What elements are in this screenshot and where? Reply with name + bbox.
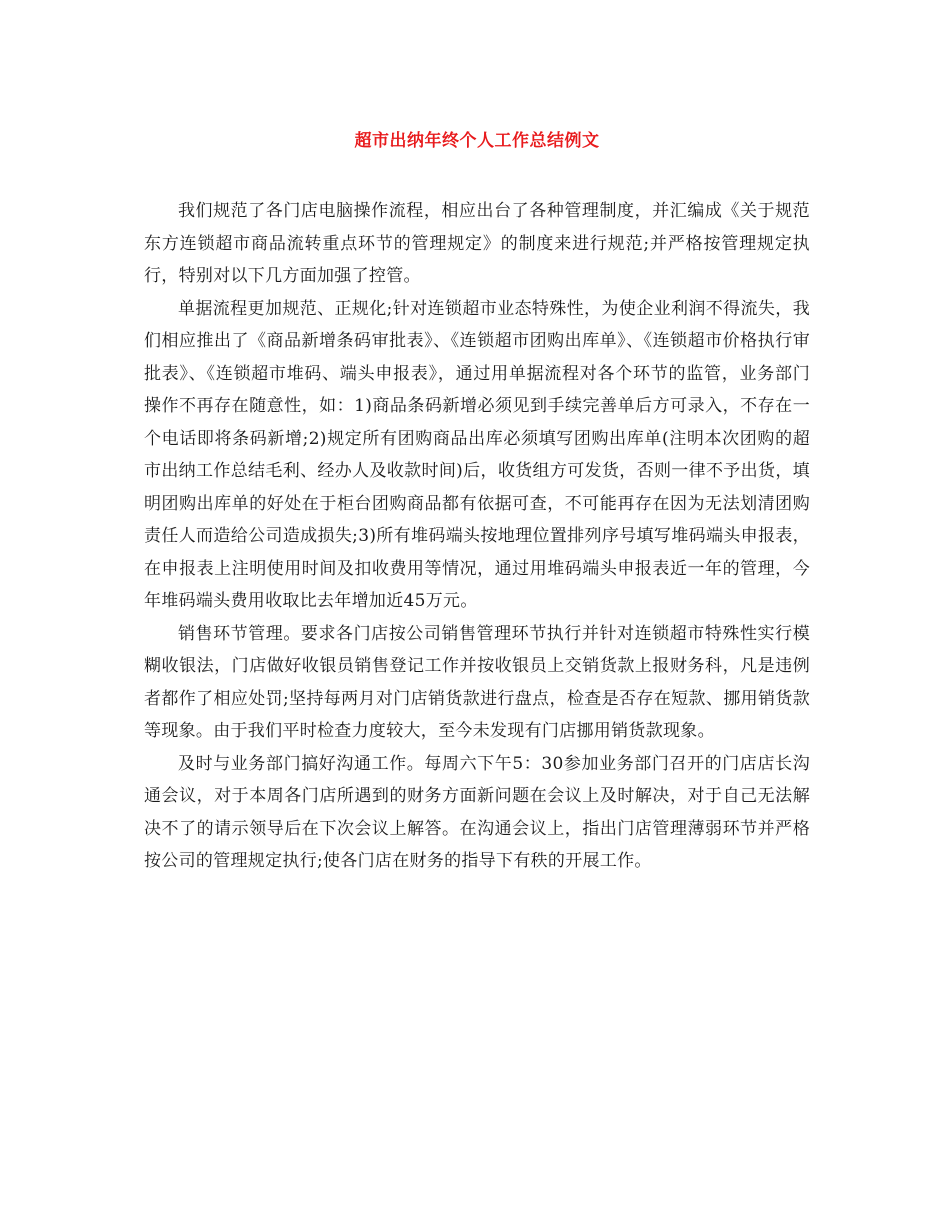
document-title: 超市出纳年终个人工作总结例文 (354, 131, 600, 151)
paragraph-1: 我们规范了各门店电脑操作流程，相应出台了各种管理制度，并汇编成《关于规范东方连锁超市商品流转重点环节的管理规定》的制度来进行规范;并严格按管理规定执行，特别对以下几方面加强了控管。 (144, 201, 810, 286)
paragraph-3: 销售环节管理。要求各门店按公司销售管理环节执行并针对连锁超市特殊性实行模糊收银法，门店做好收银员销售登记工作并按收银员上交销货款上报财务科，凡是违例者都作了相应处罚;坚持每两月对门店销货款进行盘点，检查是否存在短款、挪用销货款等现象。由于我们平时检查力度较大，至今未发现有门店挪用销货款现象。 (144, 623, 810, 741)
paragraph-4: 及时与业务部门搞好沟通工作。每周六下午5：30参加业务部门召开的门店店长沟通会议，对于本周各门店所遇到的财务方面新问题在会议上及时解决，对于自己无法解决不了的请示领导后在下次会议上解答。在沟通会议上，指出门店管理薄弱环节并严格按公司的管理规定执行;使各门店在财务的指导下有秩的开展工作。 (144, 753, 810, 871)
document-body (144, 195, 810, 878)
paragraph-2: 单据流程更加规范、正规化;针对连锁超市业态特殊性，为使企业利润不得流失，我们相应推出了《商品新增条码审批表》、《连锁超市团购出库单》、《连锁超市价格执行审批表》、《连锁超市堆码、端头申报表》，通过用单据流程对各个环节的监管，业务部门操作不再存在随意性，如：1)商品条码新增必须见到手续完善单后方可录入，不存在一个电话即将条码新增;2)规定所有团购商品出库必须填写团购出库单(注明本次团购的超市出纳工作总结毛利、经办人及收款时间)后，收货组方可发货，否则一律不予出货，填明团购出库单的好处在于柜台团购商品都有依据可查，不可能再存在因为无法划清团购责任人而造给公司造成损失;3)所有堆码端头按地理位置排列序号填写堆码端头申报表，在申报表上注明使用时间及扣收费用等情况，通过用堆码端头申报表近一年的管理，今年堆码端头费用收取比去年增加近45万元。 (144, 298, 810, 611)
